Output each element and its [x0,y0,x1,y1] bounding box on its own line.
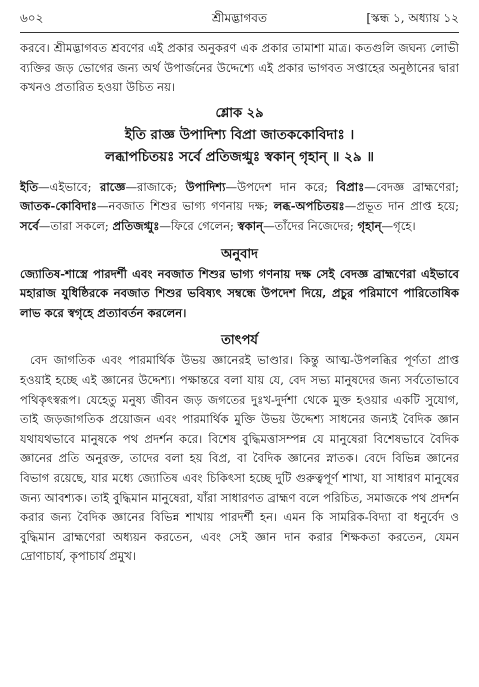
page-number: ৬০২ [20,11,44,25]
synonym-meaning: —বেদজ্ঞ ব্রাহ্মণেরা; [364,179,459,194]
synonym-word: ইতি [20,179,39,194]
verse-label: শ্লোক ২৯ [215,105,264,121]
synonym-meaning: —গৃহে। [381,218,416,233]
synonym-meaning: —তারা সকলে; [38,218,113,233]
synonym-meaning: —রাজাকে; [125,179,186,194]
verse-line-2: লব্ধাপচিতয়ঃ সর্বে প্রতিজগ্মুঃ স্বকান্ গৃহান্ ॥ ২৯ ॥ [105,148,374,165]
synonym-word: উপাদিশ্য [185,179,226,194]
page-header [20,8,459,30]
synonym-meaning: —ফিরে গেলেন; [159,218,238,233]
synonym-word: জাতক-কোবিদাঃ [20,199,97,214]
header-rule [20,32,459,33]
synonym-meaning: —এইভাবে; [38,179,100,194]
synonym-meaning: —উপদেশ দান করে; [225,179,337,194]
synonyms-paragraph [20,178,459,237]
chapter-reference: [স্কন্ধ ১, অধ্যায় ১২ [366,11,459,25]
purport-text: বেদ জাগতিক এবং পারমার্থিক উভয় জ্ঞানেরই ভাণ্ডার। কিন্তু আত্ম-উপলব্ধির পূর্ণতা প্রাপ্ত হওয়াই হচ্ছে এই জ্ঞানের উদ্দেশ্য। পক্ষান্তরে বলা যায় যে, বেদ সভ্য মানুষদের জন্য সর্বতোভাবে পথিকৃৎস্বরূপ। যেহেতু মনুষ্য জীবন জড় জগতের দুঃখ-দুর্দশা থেকে মুক্ত হওয়ার একটি সুযোগ, তাই জড়জাগতিক প্রয়োজন এবং পারমার্থিক মুক্তি উভয় উদ্দেশ্য সাধনের জন্যই বৈদিক জ্ঞান যথাযথভাবে মানুষকে পথ প্রদর্শন করে। বিশেষ বুদ্ধিমত্তাসম্পন্ন যে মানুষেরা বিশেষভাবে বৈদিক জ্ঞানের প্রতি অনুরক্ত, তাদের বলা হয় বিপ্র, বা বৈদিক জ্ঞানের স্নাতক। বেদে বিভিন্ন জ্ঞানের বিভাগ রয়েছে, যার মধ্যে জ্যোতিষ এবং চিকিৎসা হচ্ছে দুটি গুরুত্বপূর্ণ শাখা, যা সাধারণ মানুষের জন্য আবশ্যক। তাই বুদ্ধিমান মানুষেরা, যাঁরা সাধারণত ব্রাহ্মণ বলে পরিচিত, সমাজকে পথ প্রদর্শন করার জন্য বৈদিক জ্ঞানের বিভিন্ন শাখায় পারদর্শী হন। এমন কি সামরিক-বিদ্যা বা ধনুর্বেদ ও বুদ্ধিমান ব্রাহ্মণেরা অধ্যয়ন করতেন, এবং সেই জ্ঞান দান করার শিক্ষকতা করতেন, যেমন দ্রোণাচার্য, কৃপাচার্য প্রমুখ। [20,353,460,564]
translation-text: জ্যোতিষ-শাস্ত্রে পারদর্শী এবং নবজাত শিশুর ভাগ্য গণনায় দক্ষ সেই বেদজ্ঞ ব্রাহ্মণেরা এইভাবে মহারাজ যুধিষ্ঠিরকে নবজাত শিশুর ভবিষ্যৎ সম্বন্ধে উপদেশ দিয়ে, প্রচুর পরিমাণে পারিতোষিক লাভ করে স্বগৃহে প্রত্যাবর্তন করলেন। [20,266,459,320]
synonym-word: গৃহান্ [357,218,382,233]
running-title: শ্রীমদ্ভাগবত [211,11,267,25]
synonym-word: রাজ্ঞে [99,179,126,194]
synonym-word: লব্ধ-অপচিতয়ঃ [273,199,345,214]
verse-line-1: ইতি রাজ্ঞ উপাদিশ্য বিপ্রা জাতককোবিদাঃ । [124,126,355,143]
intro-paragraph: করবে। শ্রীমদ্ভাগবত শ্রবণের এই প্রকার অনুকরণ এক প্রকার তামাশা মাত্র। কতগুলি জঘন্য লোভী ব্যক্তির জড় ভোগের জন্য অর্থ উপার্জনের উদ্দেশ্যে এই প্রকার ভাগবত সপ্তাহের অনুষ্ঠানের দ্বারা কখনও প্রতারিত হওয়া উচিত নয়। [20,41,459,95]
synonym-meaning: —তাঁদের নিজেদের; [263,218,358,233]
synonym-word: বিপ্রাঃ [336,179,365,194]
purport-title: তাৎপর্য [221,333,258,349]
synonym-meaning: —প্রভূত দান প্রাপ্ত হয়ে; [344,199,460,214]
synonym-meaning: —নবজাত শিশুর ভাগ্য গণনায় দক্ষ; [96,199,274,214]
synonym-word: স্বকান্ [237,218,264,233]
translation-title: অনুবাদ [221,246,258,262]
synonym-word: প্রতিজগ্মুঃ [112,218,160,233]
synonym-word: সর্বে [20,218,39,233]
